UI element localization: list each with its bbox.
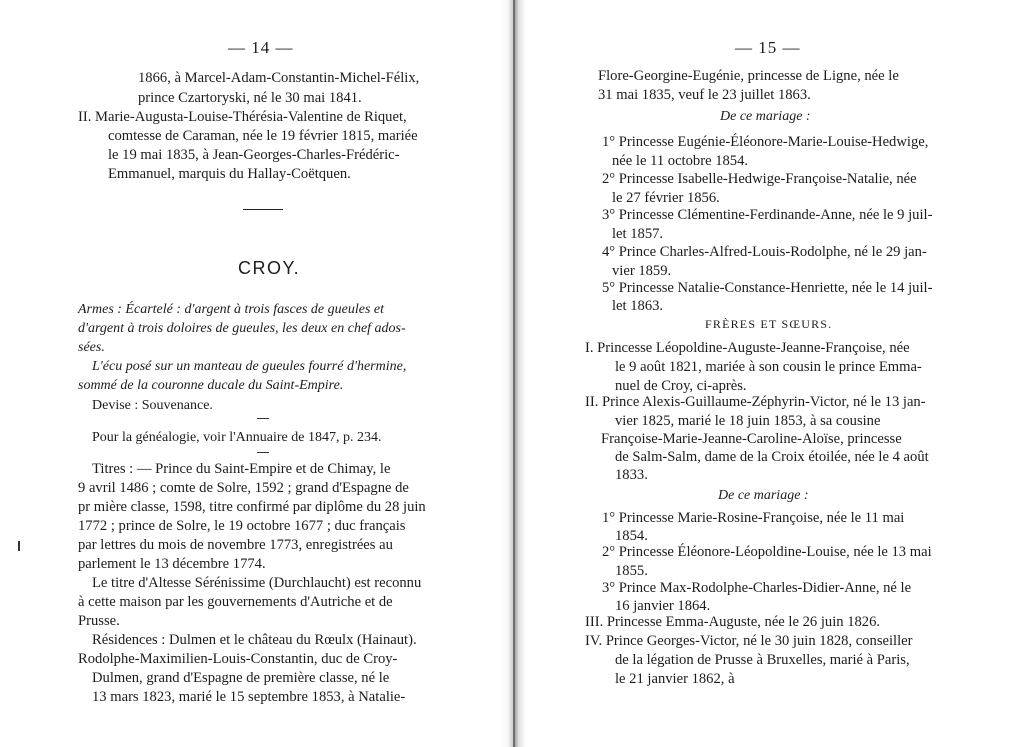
titres-line: pr mière classe, 1598, titre confirmé par diplôme du 28 juin — [78, 499, 426, 515]
titres-line: par lettres du mois de novembre 1773, enregistrées au — [78, 537, 393, 553]
child-line: 1854. — [615, 528, 648, 544]
text-line: Flore-Georgine-Eugénie, princesse de Ligne, née le — [598, 68, 899, 84]
child-line: let 1863. — [612, 298, 664, 314]
child-line: 2° Princesse Isabelle-Hedwige-Françoise-Natalie, née — [602, 171, 917, 187]
sibling-line: III. Princesse Emma-Auguste, née le 26 juin 1826. — [585, 614, 881, 630]
left-page-number: — 14 — — [228, 38, 294, 57]
child-line: 5° Princesse Natalie-Constance-Henriette, née le 14 juil- — [602, 280, 933, 296]
child-line: le 27 février 1856. — [612, 190, 720, 206]
right-page-number: — 15 — — [735, 38, 801, 57]
armes-line: sées. — [78, 340, 105, 355]
titres-line: à cette maison par les gouvernements d'Autriche et de — [78, 594, 393, 610]
sibling-line: Françoise-Marie-Jeanne-Caroline-Aloïse, princesse — [601, 431, 902, 447]
armes-line: sommé de la couronne ducale du Saint-Empire. — [78, 378, 344, 393]
genealogy-reference: Pour la généalogie, voir l'Annuaire de 1847, p. 234. — [92, 430, 382, 445]
sibling-line: nuel de Croy, ci-après. — [615, 378, 747, 394]
titres-line: Titres : — Prince du Saint-Empire et de Chimay, le — [92, 461, 391, 477]
text-line: 1866, à Marcel-Adam-Constantin-Michel-Félix, — [138, 70, 420, 86]
text-line: 31 mai 1835, veuf le 23 juillet 1863. — [598, 87, 811, 103]
child-line: née le 11 octobre 1854. — [612, 153, 749, 169]
child-line: let 1857. — [612, 226, 664, 242]
sibling-line: II. Prince Alexis-Guillaume-Zéphyrin-Victor, né le 13 jan- — [585, 394, 926, 410]
text-line: comtesse de Caraman, née le 19 février 1815, mariée — [108, 128, 418, 144]
child-line: 3° Princesse Clémentine-Ferdinande-Anne, née le 9 juil- — [602, 207, 933, 223]
section-divider — [243, 209, 283, 210]
small-dash — [257, 452, 269, 453]
child-line: 1° Princesse Eugénie-Éléonore-Marie-Louise-Hedwige, — [602, 134, 929, 150]
child-line: 1855. — [615, 563, 648, 579]
child-line: 16 janvier 1864. — [615, 598, 711, 614]
mariage-heading: De ce mariage : — [720, 109, 811, 124]
child-line: 4° Prince Charles-Alfred-Louis-Rodolphe, né le 29 jan- — [602, 244, 927, 260]
sibling-line: I. Princesse Léopoldine-Auguste-Jeanne-Françoise, née — [585, 340, 910, 356]
devise-line: Devise : Souvenance. — [92, 398, 213, 413]
duke-entry-line: Dulmen, grand d'Espagne de première classe, né le — [92, 670, 390, 686]
titres-line: 9 avril 1486 ; comte de Solre, 1592 ; grand d'Espagne de — [78, 480, 409, 496]
small-dash — [257, 418, 269, 419]
sibling-line: le 9 août 1821, mariée à son cousin le prince Emma- — [615, 359, 922, 375]
sibling-line: vier 1825, marié le 18 juin 1853, à sa cousine — [615, 413, 881, 429]
duke-entry-line: 13 mars 1823, marié le 15 septembre 1853, à Natalie- — [92, 689, 406, 705]
freres-heading: FRÈRES ET SŒURS. — [705, 317, 833, 331]
armes-line: L'écu posé sur un manteau de gueules fourré d'hermine, — [92, 359, 407, 374]
armes-line: d'argent à trois doloires de gueules, les deux en chef ados- — [78, 321, 406, 336]
child-line: 3° Prince Max-Rodolphe-Charles-Didier-Anne, né le — [602, 580, 912, 596]
child-line: 1° Princesse Marie-Rosine-Françoise, née le 11 mai — [602, 510, 905, 526]
armes-line: Armes : Écartelé : d'argent à trois fasces de gueules et — [78, 302, 384, 317]
margin-mark — [18, 541, 20, 551]
text-line: le 19 mai 1835, à Jean-Georges-Charles-Frédéric- — [108, 147, 400, 163]
titres-line: parlement le 13 décembre 1774. — [78, 556, 266, 572]
text-line: Emmanuel, marquis du Hallay-Coëtquen. — [108, 166, 351, 182]
residences-line: Résidences : Dulmen et le château du Rœulx (Hainaut). — [92, 632, 417, 648]
titres-line: 1772 ; prince de Solre, le 19 octobre 1677 ; duc français — [78, 518, 406, 534]
section-title: CROY. — [238, 258, 301, 278]
mariage-heading: De ce mariage : — [718, 488, 809, 503]
sibling-line: 1833. — [615, 467, 648, 483]
titres-line: Prusse. — [78, 613, 120, 629]
sibling-line: de la légation de Prusse à Bruxelles, marié à Paris, — [615, 652, 910, 668]
sibling-line: de Salm-Salm, dame de la Croix étoilée, née le 4 août — [615, 449, 929, 465]
left-page — [0, 0, 507, 747]
right-page — [515, 0, 1024, 747]
text-line: II. Marie-Augusta-Louise-Thérésia-Valentine de Riquet, — [78, 109, 407, 125]
duke-entry-line: Rodolphe-Maximilien-Louis-Constantin, duc de Croy- — [78, 651, 398, 667]
sibling-line: le 21 janvier 1862, à — [615, 671, 735, 687]
sibling-line: IV. Prince Georges-Victor, né le 30 juin 1828, conseiller — [585, 633, 913, 649]
child-line: vier 1859. — [612, 263, 672, 279]
child-line: 2° Princesse Éléonore-Léopoldine-Louise, née le 13 mai — [602, 544, 932, 560]
text-line: prince Czartoryski, né le 30 mai 1841. — [138, 90, 362, 106]
titres-line: Le titre d'Altesse Sérénissime (Durchlaucht) est reconnu — [92, 575, 422, 591]
